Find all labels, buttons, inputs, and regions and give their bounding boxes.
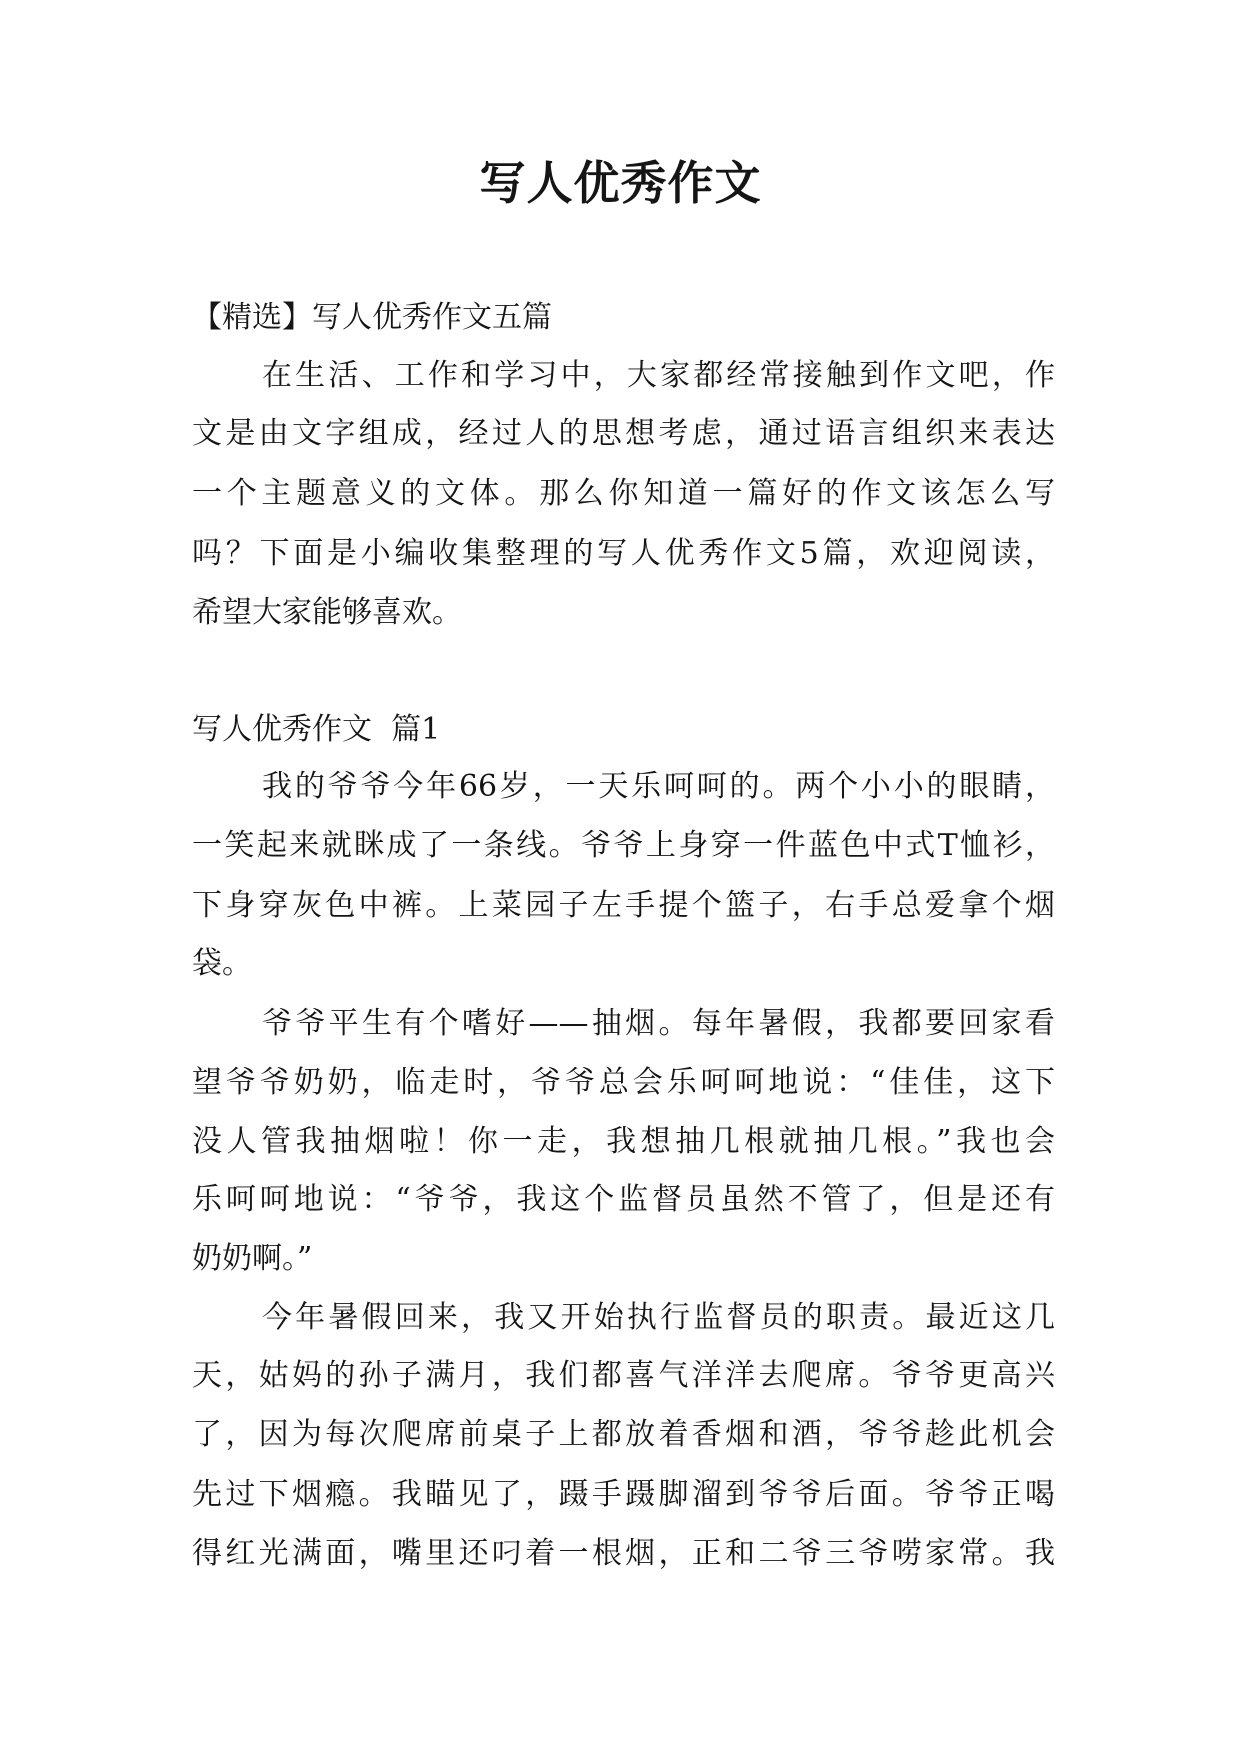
paragraph-line: 今年暑假回来，我又开始执行监督员的职责。最近这几 xyxy=(262,1300,1055,1335)
paragraph-line: 一笑起来就眯成了一条线。爷爷上身穿一件蓝色中式T恤衫， xyxy=(192,828,1055,863)
paragraph-line: 下身穿灰色中裤。上菜园子左手提个篮子，右手总爱拿个烟 xyxy=(192,888,1055,923)
paragraph-line: 了，因为每次爬席前桌子上都放着香烟和酒，爷爷趁此机会 xyxy=(192,1417,1055,1452)
paragraph-line: 希望大家能够喜欢。 xyxy=(192,595,462,630)
paragraph-line: 望爷爷奶奶，临走时，爷爷总会乐呵呵地说：“佳佳，这下 xyxy=(192,1065,1055,1100)
paragraph-line: 文是由文字组成，经过人的思想考虑，通过语言组织来表达 xyxy=(192,416,1055,451)
paragraph-line: 袋。 xyxy=(192,946,252,981)
paragraph-line: 在生活、工作和学习中，大家都经常接触到作文吧，作 xyxy=(262,358,1055,393)
paragraph-line: 得红光满面，嘴里还叼着一根烟，正和二爷三爷唠家常。我 xyxy=(192,1536,1055,1571)
lead-line: 【精选】写人优秀作文五篇 xyxy=(192,300,552,335)
paragraph-line: 乐呵呵地说：“爷爷，我这个监督员虽然不管了，但是还有 xyxy=(192,1182,1055,1217)
paragraph-line: 奶奶啊。” xyxy=(192,1241,313,1276)
paragraph-line: 我的爷爷今年66岁，一天乐呵呵的。两个小小的眼睛， xyxy=(262,769,1055,804)
paragraph-line: 没人管我抽烟啦！你一走，我想抽几根就抽几根。”我也会 xyxy=(192,1124,1055,1159)
paragraph-line: 爷爷平生有个嗜好——抽烟。每年暑假，我都要回家看 xyxy=(262,1006,1055,1041)
paragraph-line: 天，姑妈的孙子满月，我们都喜气洋洋去爬席。爷爷更高兴 xyxy=(192,1358,1055,1393)
paragraph-line: 吗？下面是小编收集整理的写人优秀作文5篇，欢迎阅读， xyxy=(192,536,1055,571)
paragraph-line: 一个主题意义的文体。那么你知道一篇好的作文该怎么写 xyxy=(192,476,1055,511)
section-heading: 写人优秀作文 篇1 xyxy=(192,712,441,747)
document-title: 写人优秀作文 xyxy=(479,156,762,210)
paragraph-line: 先过下烟瘾。我瞄见了，蹑手蹑脚溜到爷爷后面。爷爷正喝 xyxy=(192,1477,1055,1512)
